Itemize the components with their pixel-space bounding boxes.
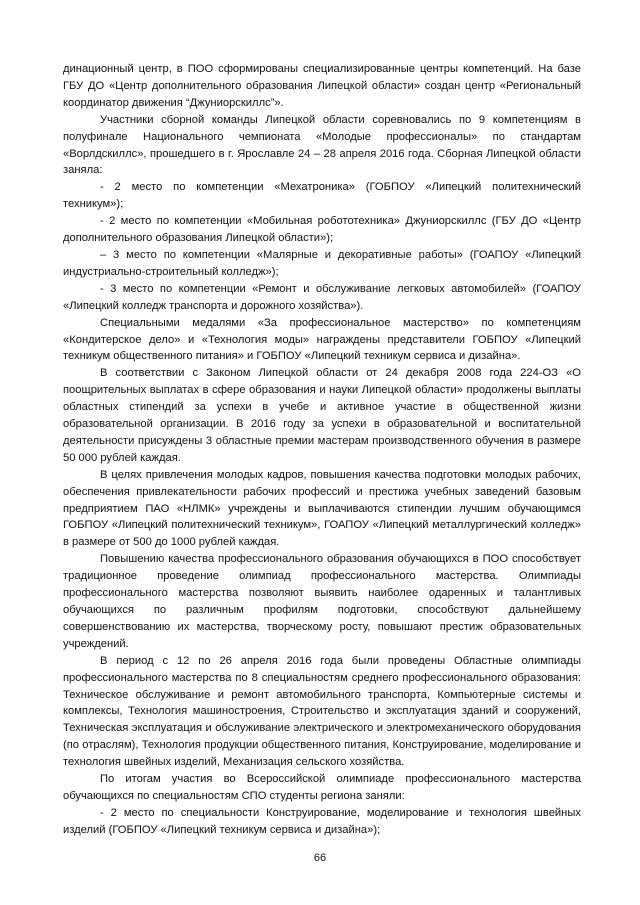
list-item-painting-works: – 3 место по компетенции «Малярные и декоративные работы» (ГОАПОУ «Липецкий индустриально-строительный колледж»); xyxy=(63,248,581,278)
list-item-mobile-robotics: - 2 место по компетенции «Мобильная робототехника» Джуниорскиллс (ГБУ ДО «Центр дополнительного образования Липецкой области»); xyxy=(63,215,581,245)
paragraph-special-medals: Специальными медалями «За профессиональное мастерство» по компетенциям «Кондитерское дело» и «Технология моды» награждены представители ГОБПОУ «Липецкий техникум общественного питания» и ГОБПОУ «Липецкий техникум сервиса и дизайна». xyxy=(63,316,581,363)
paragraph-all-russian-olympiad: По итогам участия во Всероссийской олимпиаде профессионального мастерства обучающихся по специальностям СПО студенты региона заняли: xyxy=(63,773,581,802)
list-item-mechatronics: - 2 место по компетенции «Мехатроника» (ГОБПОУ «Липецкий политехнический техникум»); xyxy=(63,181,581,211)
paragraph-continuation: динационный центр, в ПОО сформированы специализированные центры компетенций. На базе ГБУ ДО «Центр дополнительного образования Липецкой области» создан центр «Региональный координатор движения “Джуниорскиллс”». xyxy=(63,63,581,109)
paragraph-olympiads: Повышению качества профессионального образования обучающихся в ПОО способствует традиционное проведение олимпиад профессионального мастерства. Олимпиады профессионального мастерства позволяют выявить наиболее одаренных и талантливых обучающихся по различным профилям подготовки, способствуют дальнейшему совершенствованию их мастерства, творческому росту, повышают престиж образовательных учреждений. xyxy=(63,553,581,650)
list-item-car-repair: - 3 место по компетенции «Ремонт и обслуживание легковых автомобилей» (ГОАПОУ «Липецкий колледж транспорта и дорожного хозяйства»). xyxy=(63,282,581,312)
body-text xyxy=(63,61,581,839)
paragraph-worldskills-semifinal: Участники сборной команды Липецкой области соревновались по 9 компетенциям в полуфинале Национального чемпионата «Молодые профессионалы» по стандартам «Ворлдскиллс», прошедшего в г. Ярославле 24 – 28 апреля 2016 года. Сборная Липецкой области заняла: xyxy=(63,113,581,177)
paragraph-regional-olympiads: В период с 12 по 26 апреля 2016 года были проведены Областные олимпиады профессионального мастерства по 8 специальностям среднего профессионального образования: Техническое обслуживание и ремонт автомобильного транспорта, Компьютерные системы и комплексы, Технология машиностроения, Строительство и эксплуатация зданий и сооружений, Техническая эксплуатация и обслуживание электрического и электромеханического оборудования (по отраслям), Технология продукции общественного питания, Конструирование, моделирование и технология швейных изделий, Механизация сельского хозяйства. xyxy=(63,654,581,769)
paragraph-regional-law: В соответствии с Законом Липецкой области от 24 декабря 2008 года 224-ОЗ «О поощрительных выплатах в сфере образования и науки Липецкой области» продолжены выплаты областных стипендий за успехи в учебе и активное участие в общественной жизни образовательной организации. В 2016 году за успехи в образовательной и воспитательной деятельности присуждены 3 областные премии мастерам производственного обучения в размере 50 000 рублей каждая. xyxy=(63,367,581,464)
paragraph-nlmk-scholarships: В целях привлечения молодых кадров, повышения качества подготовки молодых рабочих, обеспечения привлекательности рабочих профессий и престижа учебных заведений базовым предприятием ПАО «НЛМК» учреждены и выплачиваются стипендии лучшим обучающимся ГОБПОУ «Липецкий политехнический техникум», ГОАПОУ «Липецкий металлургический колледж» в размере от 500 до 1000 рублей каждая. xyxy=(63,468,581,549)
list-item-garment-design: - 2 место по специальности Конструирование, моделирование и технология швейных изделий (ГОБПОУ «Липецкий техникум сервиса и дизайна»); xyxy=(63,806,581,836)
page-number: 66 xyxy=(313,852,327,864)
